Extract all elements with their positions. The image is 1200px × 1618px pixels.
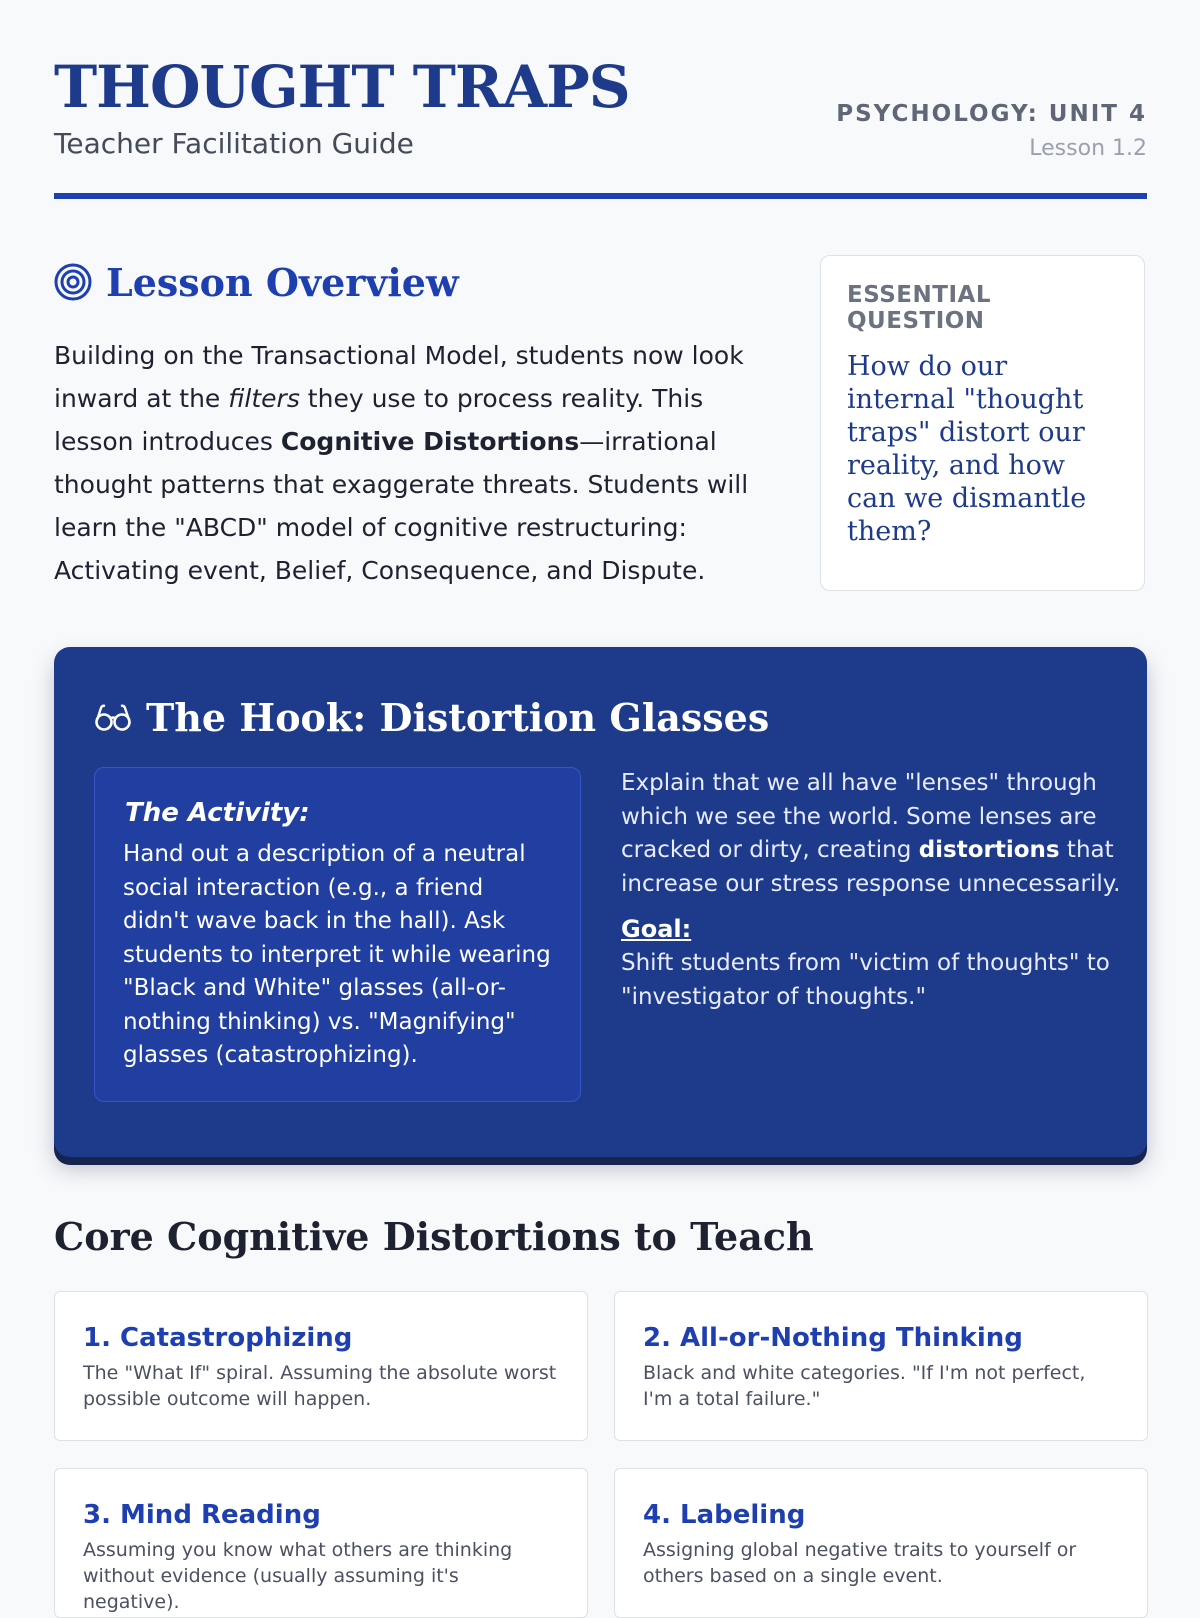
distortion-card: [54, 1468, 588, 1618]
overview-text-part: Building on the Transactional Model, students now look inward at the: [54, 341, 744, 413]
overview-text-part: —irrational thought patterns that exaggerate threats. Students will learn the "ABCD" model of cognitive restructuring: Activating event, Belief, Consequence, and Dispute.: [54, 427, 749, 585]
page: [54, 0, 1147, 1613]
essential-question-card: [820, 255, 1145, 591]
distortion-card-title: 2. All-or-Nothing Thinking: [643, 1323, 1023, 1353]
hook-explain-text: [621, 767, 1121, 901]
distortions-section-title: Core Cognitive Distortions to Teach: [54, 1214, 814, 1259]
distortion-card-title: 1. Catastrophizing: [83, 1323, 353, 1353]
overview-title: Lesson Overview: [106, 259, 459, 305]
lesson-label: Lesson 1.2: [1029, 136, 1147, 161]
distortion-card: [614, 1291, 1148, 1441]
distortion-card-desc: Assuming you know what others are thinking without evidence (usually assuming it's negative).: [83, 1539, 513, 1613]
distortion-card-desc: Assigning global negative traits to yourself or others based on a single event.: [643, 1539, 1077, 1587]
hook-explanation: [621, 767, 1121, 1014]
essential-question-text: How do our internal "thought traps" distort our reality, and how can we dismantle them?: [847, 351, 1087, 547]
distortion-card-title: 4. Labeling: [643, 1500, 806, 1530]
hook-explain-strong: distortions: [918, 837, 1060, 863]
distortion-card: [614, 1468, 1148, 1618]
activity-label: The Activity:: [125, 798, 310, 828]
header: [54, 0, 1147, 200]
hook-explain-part: Explain that we all have "lenses" through which we see the world. Some lenses are cracked or dirty, creating: [621, 770, 1097, 863]
overview-text-strong: Cognitive Distortions: [280, 427, 580, 456]
overview-heading: [54, 254, 459, 310]
activity-box: [94, 767, 581, 1102]
distortion-card-title: 3. Mind Reading: [83, 1500, 321, 1530]
unit-label: PSYCHOLOGY: UNIT 4: [836, 101, 1147, 127]
activity-text: Hand out a description of a neutral social interaction (e.g., a friend didn't wave back in the hall). Ask students to interpret it while wearing "Black and White" glasses (all-or-nothing thinking) vs. "Magnifying" glasses (catastrophizing).: [123, 841, 551, 1068]
hook-explain-part: that increase our stress response unnecessarily.: [621, 837, 1121, 897]
overview-text-emphasis: filters: [228, 384, 300, 413]
goal-text: Shift students from "victim of thoughts" to "investigator of thoughts.": [621, 950, 1110, 1010]
hook-panel: [54, 647, 1147, 1157]
distortion-card-desc: The "What If" spiral. Assuming the absolute worst possible outcome will happen.: [83, 1362, 557, 1410]
hook-heading: [94, 687, 769, 747]
distortion-card-desc: Black and white categories. "If I'm not perfect, I'm a total failure.": [643, 1362, 1086, 1410]
page-subtitle: Teacher Facilitation Guide: [54, 127, 414, 160]
overview-text-part: they use to process reality. This lesson introduces: [54, 384, 704, 456]
page-title: THOUGHT TRAPS: [54, 53, 630, 121]
essential-question-label: ESSENTIAL QUESTION: [847, 282, 991, 334]
goal-label: Goal:: [621, 915, 692, 943]
header-divider: [54, 193, 1147, 199]
glasses-icon: [94, 698, 132, 736]
target-icon: [54, 263, 92, 301]
distortion-card: [54, 1291, 588, 1441]
hook-title: The Hook: Distortion Glasses: [146, 694, 770, 740]
overview-text: [54, 334, 774, 592]
